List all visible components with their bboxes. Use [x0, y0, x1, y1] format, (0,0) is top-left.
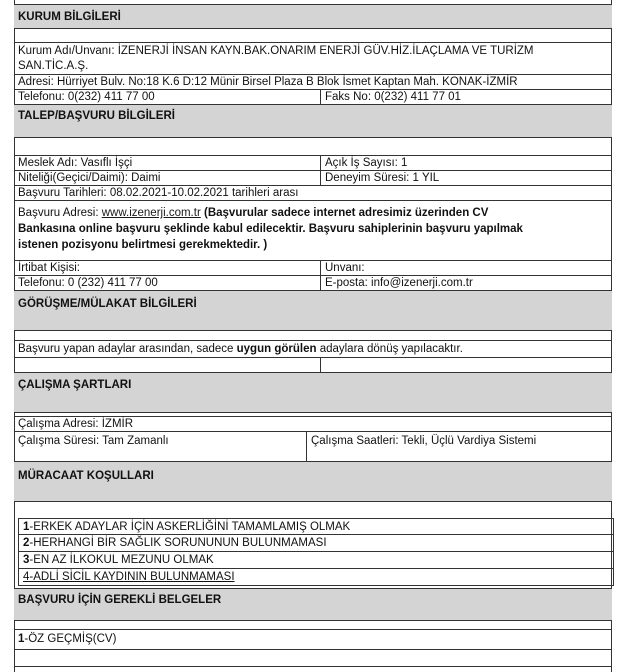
muracaat-item [18, 518, 614, 535]
spacer-row [14, 28, 612, 42]
muracaat-item [18, 569, 614, 586]
empty-row [14, 357, 612, 372]
tarihler-row [14, 185, 612, 200]
calisma-sure-row [14, 431, 612, 461]
item-text: -HERHANGİ BİR SAĞLIK SORUNUNUN BULUNMAMASI [29, 537, 327, 549]
section-title: MÜRACAAT KOŞULLARI [18, 470, 154, 482]
empty-row [14, 666, 612, 672]
item-number: 1 [23, 521, 30, 533]
basvuru-note-line2: Bankasına online başvuru şeklinde kabul edilecektir. Başvuru sahiplerinin başvuru yapılmak [18, 223, 523, 235]
calisma-adresi-row [14, 416, 612, 431]
gorusme-text-pre: Başvuru yapan adaylar arasından, sadece [18, 343, 237, 355]
spacer-row [14, 137, 612, 155]
calisma-suresi: Çalışma Süresi: Tam Zamanlı [18, 435, 169, 447]
gorusme-text-row [14, 340, 612, 357]
spacer-row [14, 620, 612, 629]
section-title: GÖRÜŞME/MÜLAKAT BİLGİLERİ [18, 298, 197, 310]
item-number: 1 [18, 633, 25, 645]
item-number: 4 [23, 571, 30, 583]
kurum-adi-line1: Kurum Adı/Unvanı: İZENERJİ İNSAN KAYN.BAK.ONARIM ENERJİ GÜV.HİZ.İLAÇLAMA VE TURİZM [18, 45, 534, 57]
item-text: -ÖZ GEÇMİŞ(CV) [24, 633, 117, 645]
section-title: TALEP/BAŞVURU BİLGİLERİ [18, 110, 175, 122]
spacer-row [14, 501, 612, 518]
website-link[interactable]: www.izenerji.com.tr [101, 207, 201, 219]
spacer-row [14, 330, 612, 340]
section-header-kurum [14, 4, 612, 28]
kurum-telefon: Telefonu: 0(232) 411 77 00 [18, 91, 155, 103]
item-text: -ADLİ SİCİL KAYDININ BULUNMAMASI [29, 571, 235, 583]
belge-item [14, 629, 612, 649]
section-header-gorusme [14, 290, 612, 330]
meslek-adi: Meslek Adı: Vasıflı İşçi [18, 157, 133, 169]
gorusme-text-post: adaylara dönüş yapılacaktır. [316, 343, 463, 355]
item-number: 2 [23, 537, 30, 549]
section-header-muracaat [14, 461, 612, 501]
section-header-talep [14, 104, 612, 137]
section-title: KURUM BİLGİLERİ [18, 11, 121, 23]
kurum-telefon-row [14, 89, 612, 104]
deneyim-suresi: Deneyim Süresi: 1 YIL [325, 172, 440, 184]
talep-eposta: E-posta: info@izenerji.com.tr [325, 277, 473, 289]
item-number: 3 [23, 554, 30, 566]
item-text: -EN AZ İLKOKUL MEZUNU OLMAK [29, 554, 214, 566]
calisma-saatleri: Çalışma Saatleri: Tekli, Üçlü Vardiya Sistemi [311, 435, 537, 447]
basvuru-adresi-row [14, 200, 612, 260]
section-title: BAŞVURU İÇİN GEREKLİ BELGELER [18, 594, 222, 606]
kurum-adres-row [14, 74, 612, 89]
meslek-row [14, 155, 612, 170]
item-text: -ERKEK ADAYLAR İÇİN ASKERLİĞİNİ TAMAMLAMIŞ OLMAK [29, 521, 351, 533]
talep-telefon: Telefonu: 0 (232) 411 77 00 [18, 277, 158, 289]
kurum-adi-line2: SAN.TİC.A.Ş. [18, 60, 89, 72]
muracaat-item [18, 552, 614, 569]
unvani: Unvanı: [325, 262, 365, 274]
section-header-belgeler [14, 588, 612, 620]
niteligi: Niteliği(Geçici/Daimi): Daimi [18, 172, 161, 184]
basvuru-note-line1: (Başvurular sadece internet adresimiz üzerinden CV [200, 207, 489, 219]
acik-is-sayisi: Açık İş Sayısı: 1 [325, 157, 408, 169]
nitelik-row [14, 170, 612, 185]
section-title: ÇALIŞMA ŞARTLARI [18, 379, 132, 391]
basvuru-adresi-label: Başvuru Adresi: [18, 207, 102, 219]
calisma-adresi: Çalışma Adresi: İZMİR [18, 418, 134, 430]
kurum-faks: Faks No: 0(232) 411 77 01 [325, 91, 461, 103]
basvuru-note-line3: istenen pozisyonu belirtmesi gerekmektedir. ) [18, 239, 268, 251]
kurum-adi-row [14, 42, 612, 74]
divider [320, 358, 321, 372]
irtibat-kisisi: İrtibat Kişisi: [18, 262, 80, 274]
section-header-calisma [14, 372, 612, 412]
irtibat-row [14, 260, 612, 275]
kurum-adres: Adresi: Hürriyet Bulv. No:18 K.6 D:12 Münir Birsel Plaza B Blok İsmet Kaptan Mah. KONAK-İZMİR [18, 76, 518, 88]
talep-telefon-row [14, 275, 612, 290]
gorusme-text-bold: uygun görülen [236, 343, 317, 355]
muracaat-item [18, 535, 614, 552]
basvuru-tarihleri: Başvuru Tarihleri: 08.02.2021-10.02.2021 tarihleri arası [18, 187, 299, 199]
